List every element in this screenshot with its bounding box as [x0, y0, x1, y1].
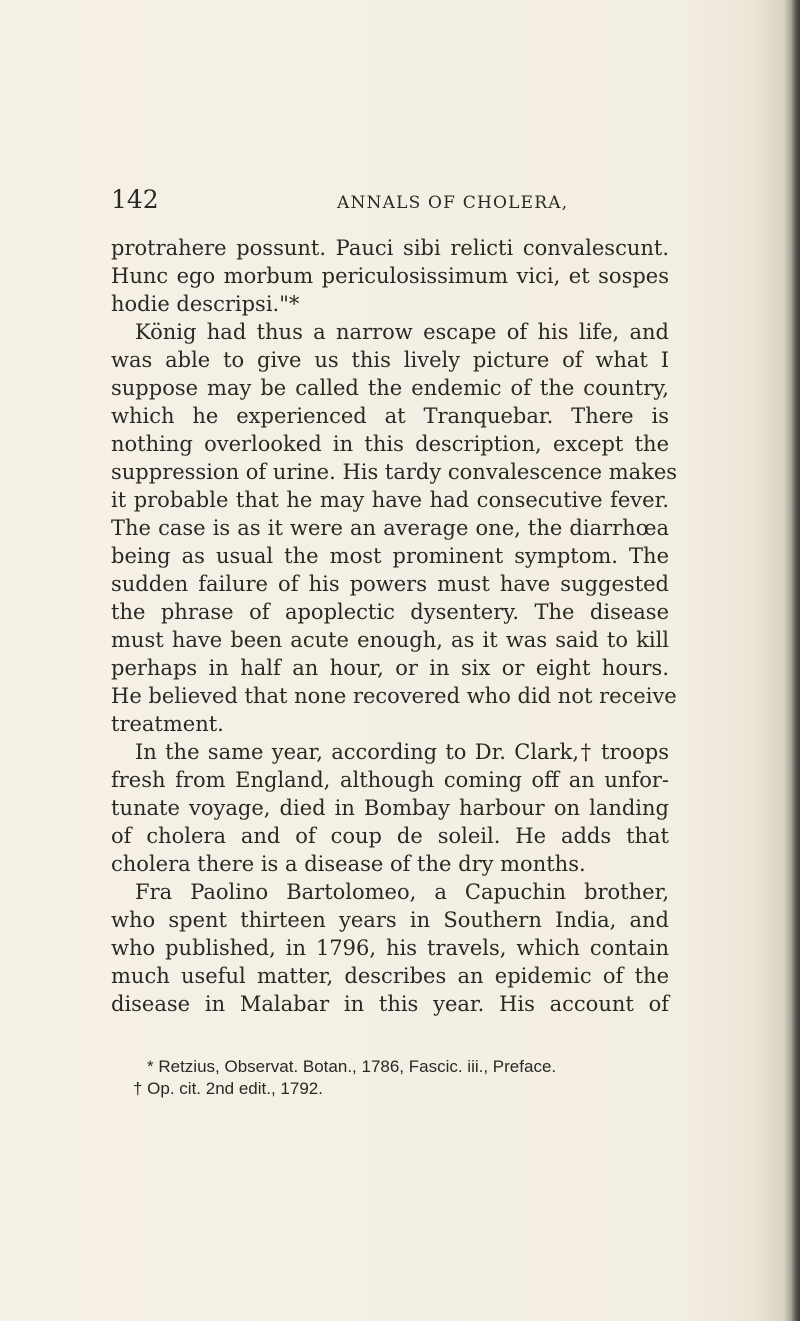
text-line: of cholera and of coup de soleil. He adds that [111, 824, 669, 848]
text-line: Fra Paolino Bartolomeo, a Capuchin brother, [135, 880, 669, 904]
text-line: it probable that he may have had consecutive fever. [111, 488, 669, 512]
text-line: was able to give us this lively picture of what I [111, 348, 669, 372]
text-line: disease in Malabar in this year. His account of [111, 992, 669, 1016]
text-line: must have been acute enough, as it was said to kill [111, 628, 669, 652]
text-line: cholera there is a disease of the dry months. [111, 852, 586, 876]
text-line: tunate voyage, died in Bombay harbour on landing [111, 796, 669, 820]
text-line: suppression of urine. His tardy convalescence makes [111, 460, 678, 484]
text-line: which he experienced at Tranquebar. There is [111, 404, 669, 428]
text-line: fresh from England, although coming off an unfor- [111, 768, 669, 792]
text-line: being as usual the most prominent symptom. The [111, 544, 669, 568]
text-line: sudden failure of his powers must have suggested [111, 572, 669, 596]
text-line: suppose may be called the endemic of the country, [111, 376, 669, 400]
running-head: ANNALS OF CHOLERA, [337, 193, 569, 213]
text-line: hodie descripsi."* [111, 292, 300, 316]
text-line: the phrase of apoplectic dysentery. The disease [111, 600, 669, 624]
footnote: † Op. cit. 2nd edit., 1792. [133, 1079, 323, 1098]
text-line: protrahere possunt. Pauci sibi relicti convalescunt. [111, 236, 669, 260]
footnote: * Retzius, Observat. Botan., 1786, Fascic. iii., Preface. [147, 1057, 557, 1076]
text-line: much useful matter, describes an epidemic of the [111, 964, 669, 988]
text-line: treatment. [111, 712, 224, 736]
text-line: The case is as it were an average one, the diarrhœa [111, 516, 669, 540]
text-line: In the same year, according to Dr. Clark,† troops [135, 740, 669, 764]
footnotes [133, 1056, 673, 1100]
text-line: He believed that none recovered who did not receive [111, 684, 677, 708]
text-line: König had thus a narrow escape of his life, and [135, 320, 669, 344]
body-text [111, 234, 678, 1018]
page-edge-shadow [790, 0, 800, 1321]
page-number: 142 [111, 185, 159, 214]
text-line: perhaps in half an hour, or in six or eight hours. [111, 656, 669, 680]
text-line: who published, in 1796, his travels, which contain [111, 936, 669, 960]
text-line: nothing overlooked in this description, except the [111, 432, 669, 456]
text-line: Hunc ego morbum periculosissimum vici, et sospes [111, 264, 669, 288]
text-line: who spent thirteen years in Southern India, and [111, 908, 669, 932]
page-header [111, 185, 671, 225]
